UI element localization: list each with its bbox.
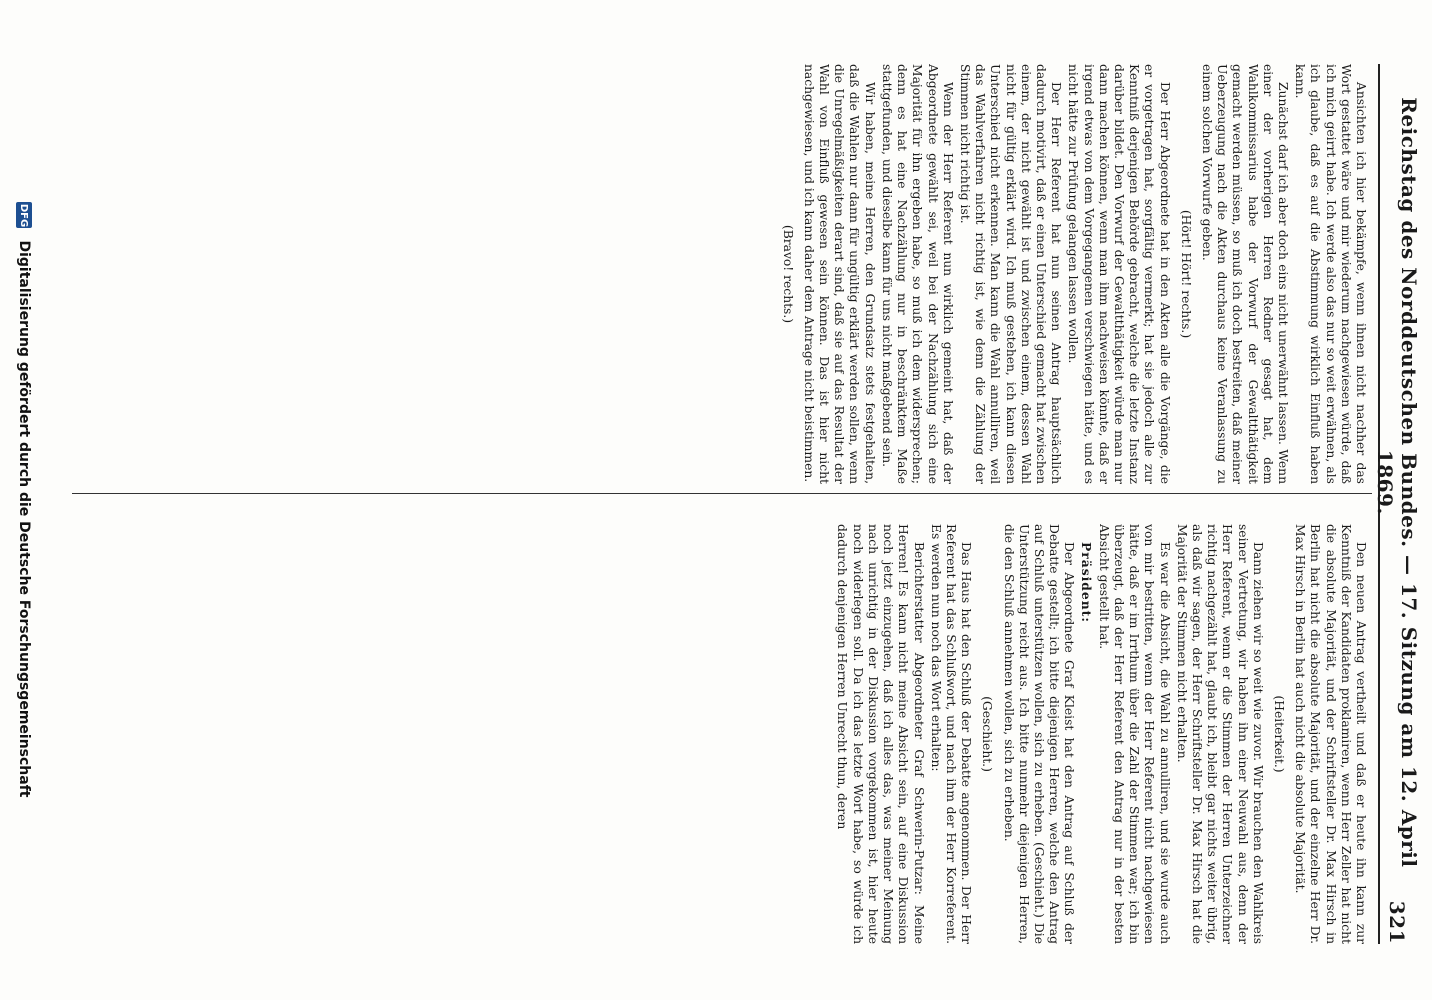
paragraph: Den neuen Antrag vertheilt und daß er heute ihn kann zur Kenntniß der Kandidaten proklamiren, wenn Herr Zeller hat nicht die absolute Majorität, und der Schriftsteller Dr. Max Hirsch in Berlin hat nicht die absolute Majorität, und der einzelne Herr Dr. Max Hirsch in Berlin hat auch nicht die absolute Majorität. <box>1293 524 1368 944</box>
page-header <box>1373 64 1421 944</box>
paragraph: Wenn der Herr Referent nun wirklich gemeint hat, daß der Abgeordnete gewählt sei, weil bei der Nachzählung sich eine Majorität für ihn ergeben habe, so muß ich dem widersprechen; denn es hat eine Nachzählung nur in beschränktem Maße stattgefunden, und dieselbe kann für uns nicht maßgebend sein. <box>879 64 955 484</box>
paragraph: Der Abgeordnete Graf Kleist hat den Antrag auf Schluß der Debatte gestellt; ich bitte diejenigen Herren, welche den Antrag auf Schluß unterstützen wollen, sich zu erheben. (Geschieht.) Die Unterstützung reicht aus. Ich bitte nunmehr diejenigen Herren, die den Schluß annehmen wollen, sich zu erheben. <box>1001 524 1077 944</box>
parenthetical-remark: (Geschieht.) <box>980 696 995 772</box>
dfg-logo-icon: DFG <box>16 202 32 228</box>
paragraph: Es war die Absicht, die Wahl zu annulliren, und sie wurde auch von mir bestritten, wenn der Herr Referent nicht nachgewiesen hätte, daß er im Irrthum über die Zahl der Stimmen war; ich bin überzeugt, daß der Herr Referent den Antrag nur in der besten Absicht gestellt hat. <box>1096 524 1172 944</box>
paragraph: Wir haben, meine Herren, den Grundsatz stets festgehalten, daß die Wahlen nur dann für ungültig erklärt werden sollen, wenn die Unregelmäßigkeiten derart sind, daß sie auf das Resultat der Wahl von Einfluß gewesen sein können. Das ist hier nicht nachgewiesen, und ich kann daher dem Antrage nicht beistimmen. <box>801 64 877 484</box>
footer-text: Digitalisierung gefördert durch die Deutsche Forschungsgemeinschaft <box>16 240 32 798</box>
paragraph: Zunächst darf ich aber doch eins nicht unerwähnt lassen. Wenn einer der vorherigen Herren Redner gesagt hat, dem Wahlkommissarius habe der Vorwurf der Gewaltthätigkeit gemacht werden müssen, so muß ich doch bestreiten, daß meiner Ueberzeugung nach die Akten durchaus keine Veranlassung zu einem solchen Vorwurfe geben. <box>1199 64 1290 484</box>
paragraph: Berichterstatter Abgeordneter Graf Schwerin-Putzar: Meine Herren! Es kann nicht meine Absicht sein, auf eine Diskussion noch jetzt einzugehen, daß ich alles das, was meiner Meinung nach unrichtig in der Diskussion vorgekommen ist, hier heute noch widerlegen soll. Da ich das letzte Wort habe, so würde ich dadurch denjenigen Herren Unrecht thun, deren <box>835 524 926 944</box>
left-text-column <box>78 64 1368 484</box>
column-divider <box>72 493 1372 494</box>
parenthetical-remark: (Heiterkeit.) <box>1271 695 1286 773</box>
digitization-footer <box>6 0 42 1000</box>
parenthetical-remark: (Bravo! rechts.) <box>780 224 795 324</box>
speaker-label: Präsident: <box>1078 542 1094 623</box>
page-number: 321 <box>1385 900 1409 944</box>
paragraph: Der Herr Abgeordnete hat in den Akten alle die Vorgänge, die er vorgetragen hat, sorgfältig vermerkt; hat sie jedoch alle zur Kenntniß derjenigen Behörde gebracht, welche die letzte Instanz darüber bildet. Den Vorwurf der Gewaltthätigkeit würde man nur dann machen können, wenn man ihm nachweisen könnte, daß er irgend etwas von dem Vorgegangenen verschwiegen hätte, und es nicht hätte zur Prüfung gelangen lassen wollen. <box>1066 64 1172 484</box>
paragraph: Das Haus hat den Schluß der Debatte angenommen. Der Herr Referent hat das Schlußwort, und nach ihm der Herr Korreferent. Es werden nun noch das Wort erhalten: <box>928 524 974 944</box>
paragraph: Ansichten ich hier bekämpfe, wenn ihnen nicht nachher das Wort gestattet wäre und mir wiederum nachgewiesen würde, daß ich mich geirrt habe. Ich werde also das nur so weit erwähnen, als ich glaube, daß es auf die Abstimmung wirklich Einfluß haben kann. <box>1293 64 1368 484</box>
header-title: Reichstag des Norddeutschen Bundes. — 17. Sitzung am 12. April 1869. <box>1373 97 1421 868</box>
parenthetical-remark: (Hört! Hört! rechts.) <box>1178 209 1193 339</box>
right-text-column <box>78 524 1368 944</box>
paragraph: Dann ziehen wir so weit wie zuvor. Wir brauchen den Wahlkreis seiner Vertretung, wir haben ihn einer Neuwahl aus, denn der Herr Referent, wenn er die Stimmen der Herren Unterzeichner richtig nachgezählt hat, glaubt ich, bleibt gar nichts weiter übrig, als daß wir sagen, der Herr Schriftsteller Dr. Max Hirsch hat die Majorität der Stimmen nicht erhalten. <box>1174 524 1265 944</box>
paragraph: Der Herr Referent hat nun seinen Antrag hauptsächlich dadurch motivirt, daß er einen Unterschied gemacht hat zwischen einem, der nicht gewählt ist und zwischen einem, dessen Wahl nicht für gültig erklärt wird. Ich muß gestehen, ich kann diesen Unterschied nicht erkennen. Man kann die Wahl annulliren, weil das Wahlverfahren nicht richtig ist, wie denn die Zählung der Stimmen nicht richtig ist. <box>957 64 1064 484</box>
